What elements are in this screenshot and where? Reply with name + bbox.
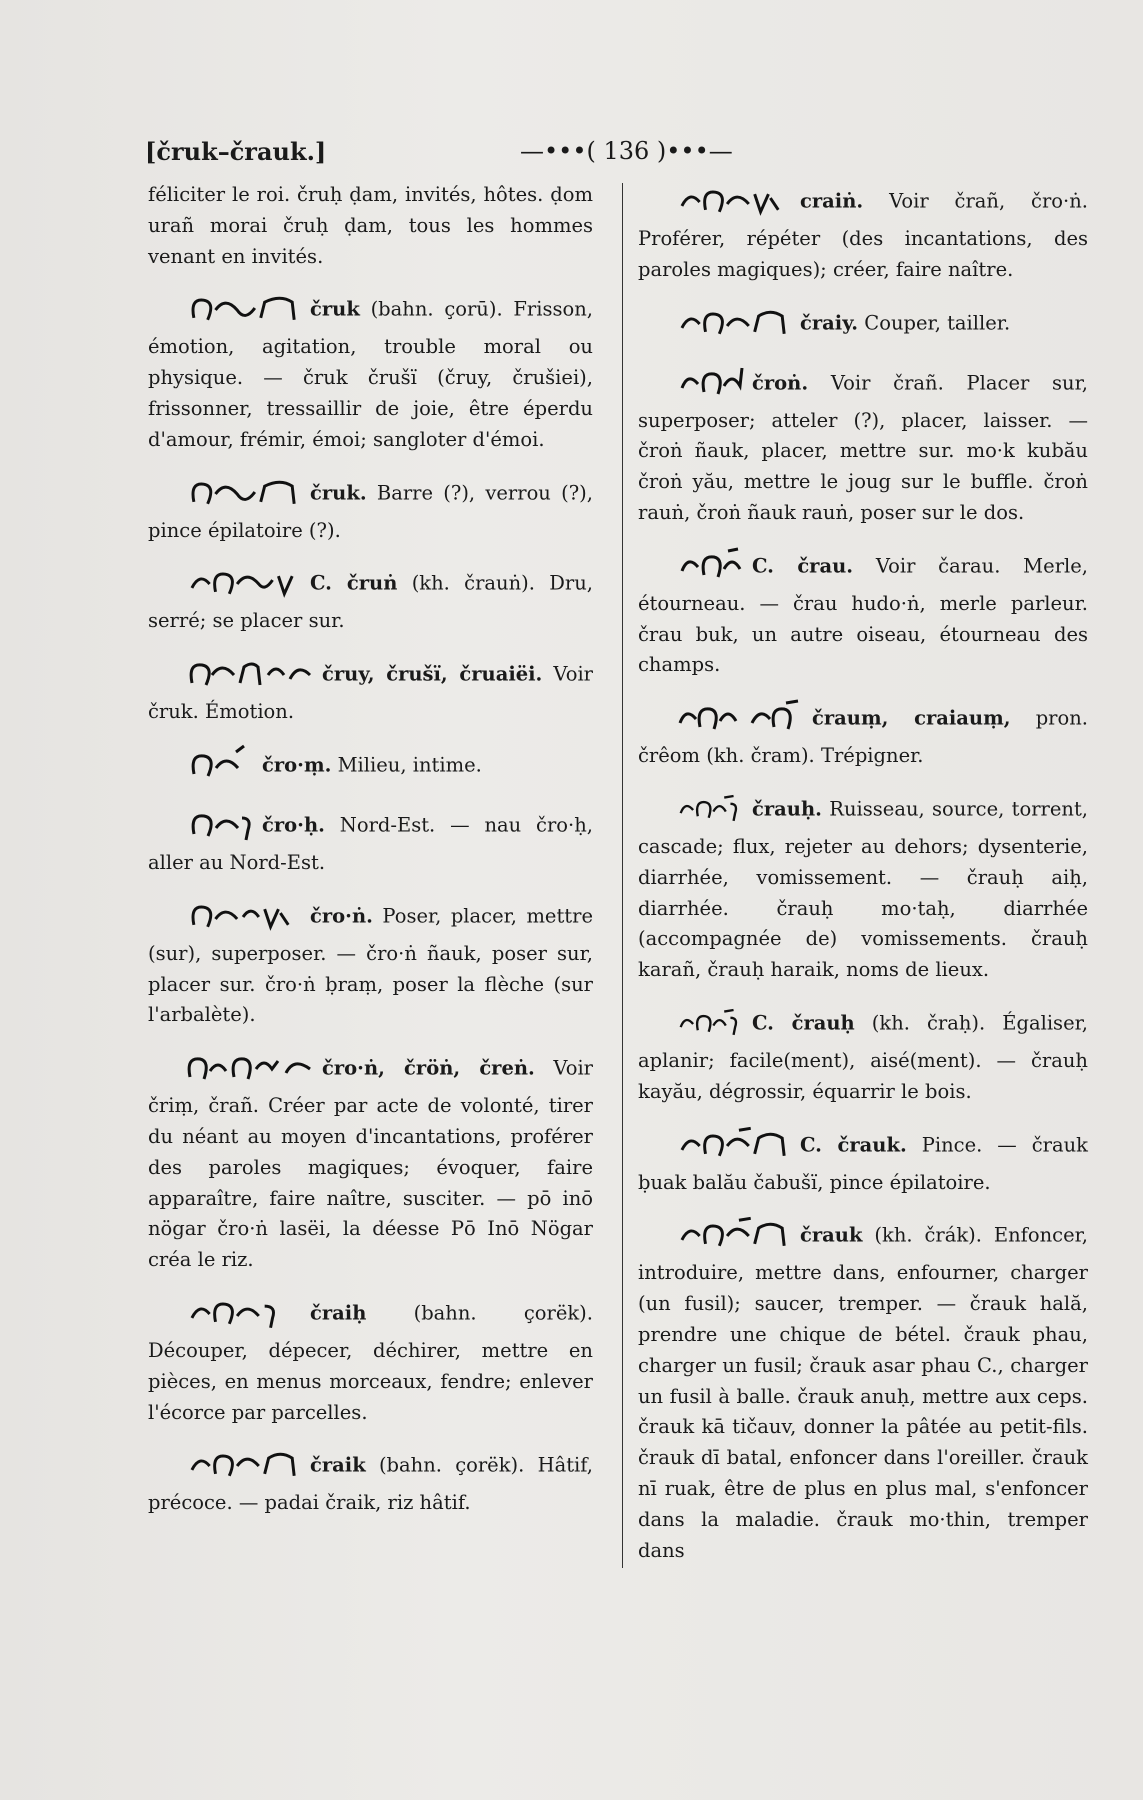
cham-script-glyph: [676, 1002, 746, 1046]
headword: črauṃ, craiauṃ,: [812, 706, 1011, 730]
headword: čro·ṅ, čröṅ, čreṅ.: [322, 1056, 535, 1080]
dictionary-entry: [638, 180, 1088, 286]
dictionary-entry: [638, 1002, 1088, 1108]
definition: Voir čriṃ, črañ. Créer par acte de volonté, tirer du néant au moyen d'incantations, proférer des paroles magiques; évoquer, faire apparaître, faire naître, susciter. — pō inō nögar čro·ṅ lasëi, la déesse Pō Inō Nögar créa le riz.: [148, 1056, 593, 1272]
dictionary-entry: [148, 744, 593, 788]
headword: čro·ṃ.: [262, 753, 332, 777]
headword: čruy, črušï, čruaiëi.: [322, 662, 543, 686]
entry-continuation: féliciter le roi. čruḥ ḍam, invités, hôtes. ḍom urañ morai čruḥ ḍam, tous les hommes venant en invités.: [148, 183, 593, 268]
page-header: [145, 137, 1085, 177]
definition: Voir čarau. Merle, étourneau. — črau hudo·ṅ, merle parleur. črau buk, un autre oiseau, étourneau des champs.: [638, 554, 1088, 677]
cham-script-glyph: [676, 1214, 794, 1258]
cham-script-glyph: [676, 180, 794, 224]
definition: Nord-Est. — nau čro·ḥ, aller au Nord-Est.: [148, 813, 593, 874]
headword: črauḥ.: [752, 797, 822, 821]
dictionary-entry: [148, 288, 593, 455]
definition: (kh. črák). Enfoncer, introduire, mettre dans, enfourner, charger (un fusil); saucer, tremper. — črauk hală, prendre une chique de bétel. črauk phau, charger un fusil; črauk asar phau C., charger un fusil à balle. črauk anuḥ, mettre aux ceps. črauk kā tičauv, donner la pâtée au petit-fils. črauk dī batal, enfoncer dans l'oreiller. črauk nī ruak, être de plus en plus mal, s'enfoncer dans la maladie. črauk mo·thin, tremper dans: [638, 1223, 1089, 1562]
cham-script-glyph: [676, 788, 746, 832]
dictionary-entry: [638, 302, 1088, 346]
definition: Voir črañ, čro·ṅ. Proférer, répéter (des incantations, des paroles magiques); créer, faire naître.: [638, 189, 1088, 281]
cham-script-glyph: [186, 1444, 304, 1488]
definition: pron. črêom (kh. čram). Trépigner.: [638, 706, 1088, 768]
dictionary-entry: [148, 895, 593, 1031]
dictionary-entry: [148, 804, 593, 879]
definition: (kh. črauṅ). Dru, serré; se placer sur.: [148, 571, 593, 633]
right-column: [638, 180, 1088, 1582]
cham-script-glyph: [186, 804, 256, 848]
cham-script-glyph: [676, 697, 806, 741]
cham-script-glyph: [186, 562, 304, 606]
definition: (kh. čraḥ). Égaliser, aplanir; facile(ment), aisé(ment). — črauḥ kayău, dégrossir, équarrir le bois.: [638, 1011, 1088, 1103]
column-divider: [622, 183, 623, 1568]
entry-range: [čruk–črauk.]: [145, 137, 327, 166]
page-number: —•••( 136 )•••—: [520, 137, 733, 165]
definition: Barre (?), verrou (?), pince épilatoire (?).: [148, 481, 593, 542]
definition: Voir črañ. Placer sur, superposer; atteler (?), placer, laisser. — čroṅ ñauk, placer, mettre sur. mo·k kubău čroṅ yău, mettre le joug sur le buffle. čroṅ rauṅ, čroṅ ñauk rauṅ, poser sur le dos.: [638, 371, 1088, 524]
dictionary-entry: [148, 180, 593, 272]
headword: C. čruṅ: [310, 571, 398, 595]
definition: Poser, placer, mettre (sur), superposer. — čro·ṅ ñauk, poser sur, placer sur. čro·ṅ ḅraṃ, poser la flèche (sur l'arbalète).: [148, 904, 594, 1027]
cham-script-glyph: [186, 1292, 304, 1336]
headword: črauk: [800, 1223, 863, 1247]
definition: Milieu, intime.: [337, 753, 482, 777]
headword: čraiḥ: [310, 1301, 367, 1325]
headword: craiṅ.: [800, 189, 864, 213]
headword: čraiy.: [800, 311, 859, 335]
definition: (bahn. çorū). Frisson, émotion, agitation, trouble moral ou physique. — čruk črušï (čruy, črušiei), frissonner, tressaillir de joie, être éperdu d'amour, frémir, émoi; sangloter d'émoi.: [148, 297, 593, 451]
dictionary-entry: [148, 1047, 593, 1276]
definition: (bahn. çorëk). Hâtif, précoce. — padai čraik, riz hâtif.: [148, 1453, 593, 1515]
headword: čro·ḥ.: [262, 813, 325, 837]
headword: čro·ṅ.: [310, 904, 373, 928]
headword: čruk.: [310, 481, 367, 505]
dictionary-entry: [148, 653, 593, 728]
cham-script-glyph: [186, 472, 304, 516]
headword: C. črau.: [752, 554, 854, 578]
headword: C. črauk.: [800, 1133, 907, 1157]
dictionary-entry: [148, 472, 593, 547]
dictionary-entry: [148, 562, 593, 637]
headword: C. črauḥ: [752, 1011, 855, 1035]
definition: Pince. — črauk ḅuak balău čabušï, pince épilatoire.: [638, 1133, 1088, 1194]
definition: (bahn. çorëk). Découper, dépecer, déchirer, mettre en pièces, en menus morceaux, fendre; enlever l'écorce par parcelles.: [148, 1301, 593, 1424]
cham-script-glyph: [676, 545, 746, 589]
cham-script-glyph: [676, 1124, 794, 1168]
dictionary-entry: [638, 1124, 1088, 1199]
cham-script-glyph: [186, 744, 256, 788]
definition: Voir čruk. Émotion.: [148, 662, 593, 724]
dictionary-entry: [638, 545, 1088, 681]
cham-script-glyph: [186, 1047, 316, 1091]
definition: Ruisseau, source, torrent, cascade; flux, rejeter au dehors; dysenterie, diarrhée, vomissement. — črauḥ aiḥ, diarrhée. črauḥ mo·taḥ, diarrhée (accompagnée de) vomissements. črauḥ karañ, črauḥ haraik, noms de lieux.: [638, 797, 1089, 982]
cham-script-glyph: [186, 653, 316, 697]
definition: Couper, tailler.: [864, 311, 1011, 335]
headword: čruk: [310, 297, 360, 321]
headword: čroṅ.: [752, 371, 809, 395]
dictionary-entry: [638, 1214, 1088, 1566]
headword: čraik: [310, 1453, 366, 1477]
cham-script-glyph: [186, 288, 304, 332]
cham-script-glyph: [186, 895, 304, 939]
dictionary-entry: [148, 1444, 593, 1519]
dictionary-entry: [148, 1292, 593, 1428]
dictionary-entry: [638, 697, 1088, 772]
dictionary-entry: [638, 362, 1088, 529]
cham-script-glyph: [676, 302, 794, 346]
cham-script-glyph: [676, 362, 746, 406]
dictionary-entry: [638, 788, 1088, 986]
left-column: [148, 180, 593, 1535]
